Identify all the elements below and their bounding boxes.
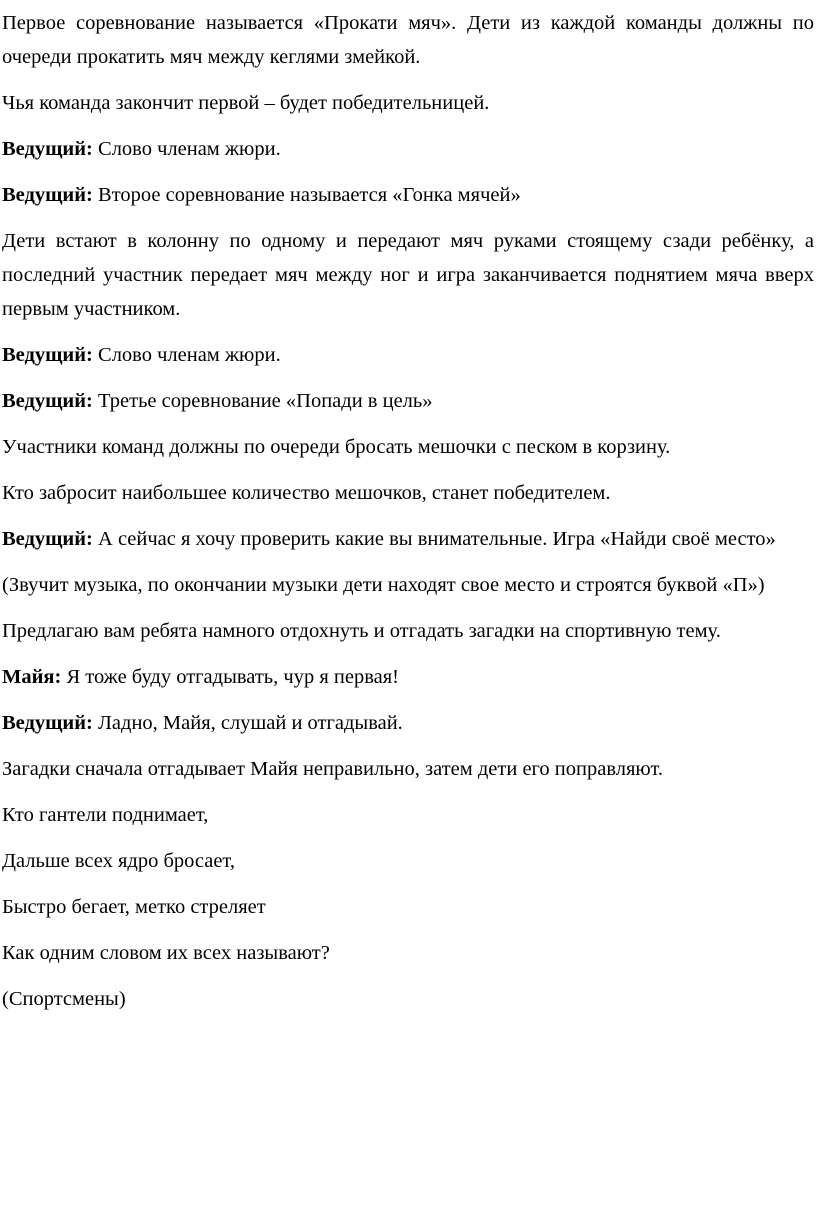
speaker-label: Ведущий: <box>2 712 93 734</box>
paragraph-9 <box>2 476 814 510</box>
paragraph-text: Кто забросит наибольшее количество мешочков, станет победителем. <box>2 482 611 504</box>
paragraph-19 <box>2 936 814 970</box>
speaker-label: Майя: <box>2 666 62 688</box>
paragraph-text: Участники команд должны по очереди бросать мешочки с песком в корзину. <box>2 436 671 458</box>
paragraph-15 <box>2 752 814 786</box>
paragraph-text: Третье соревнование «Попади в цель» <box>92 390 433 412</box>
paragraph-18 <box>2 890 814 924</box>
paragraph-11 <box>2 568 814 602</box>
paragraph-text: Дети встают в колонну по одному и передают мяч руками стоящему сзади ребёнку, а последний участник передает мяч между ног и игра заканчивается поднятием мяча вверх первым участником. <box>2 230 814 320</box>
paragraph-text: (Звучит музыка, по окончании музыки дети находят свое место и строятся буквой «П») <box>2 574 765 596</box>
paragraph-6 <box>2 338 814 372</box>
paragraph-text: Чья команда закончит первой – будет победительницей. <box>2 92 490 114</box>
speaker-label: Ведущий: <box>2 138 93 160</box>
paragraph-text: А сейчас я хочу проверить какие вы внимательные. Игра «Найди своё место» <box>92 528 776 550</box>
paragraph-text: (Спортсмены) <box>2 988 126 1010</box>
paragraph-14 <box>2 706 814 740</box>
paragraph-17 <box>2 844 814 878</box>
speaker-label: Ведущий: <box>2 184 93 206</box>
paragraph-13 <box>2 660 814 694</box>
paragraph-text: Быстро бегает, метко стреляет <box>2 896 266 918</box>
paragraph-20 <box>2 982 814 1016</box>
paragraph-text: Дальше всех ядро бросает, <box>2 850 235 872</box>
paragraph-text: Первое соревнование называется «Прокати мяч». Дети из каждой команды должны по очереди прокатить мяч между кеглями змейкой. <box>2 12 814 68</box>
paragraph-text: Кто гантели поднимает, <box>2 804 209 826</box>
speaker-label: Ведущий: <box>2 528 93 550</box>
paragraph-text: Загадки сначала отгадывает Майя неправильно, затем дети его поправляют. <box>2 758 664 780</box>
paragraph-3 <box>2 132 814 166</box>
paragraph-2 <box>2 86 814 120</box>
paragraph-text: Ладно, Майя, слушай и отгадывай. <box>92 712 403 734</box>
paragraph-10 <box>2 522 814 556</box>
paragraph-4 <box>2 178 814 212</box>
paragraph-text: Предлагаю вам ребята намного отдохнуть и отгадать загадки на спортивную тему. <box>2 620 721 642</box>
paragraph-text: Второе соревнование называется «Гонка мячей» <box>92 184 521 206</box>
paragraph-text: Слово членам жюри. <box>92 138 281 160</box>
paragraph-7 <box>2 384 814 418</box>
paragraph-8 <box>2 430 814 464</box>
paragraph-text: Слово членам жюри. <box>92 344 281 366</box>
paragraph-16 <box>2 798 814 832</box>
speaker-label: Ведущий: <box>2 344 93 366</box>
paragraph-text: Я тоже буду отгадывать, чур я первая! <box>61 666 399 688</box>
speaker-label: Ведущий: <box>2 390 93 412</box>
paragraph-1 <box>2 6 814 74</box>
paragraph-12 <box>2 614 814 648</box>
paragraph-5 <box>2 224 814 326</box>
paragraph-text: Как одним словом их всех называют? <box>2 942 330 964</box>
